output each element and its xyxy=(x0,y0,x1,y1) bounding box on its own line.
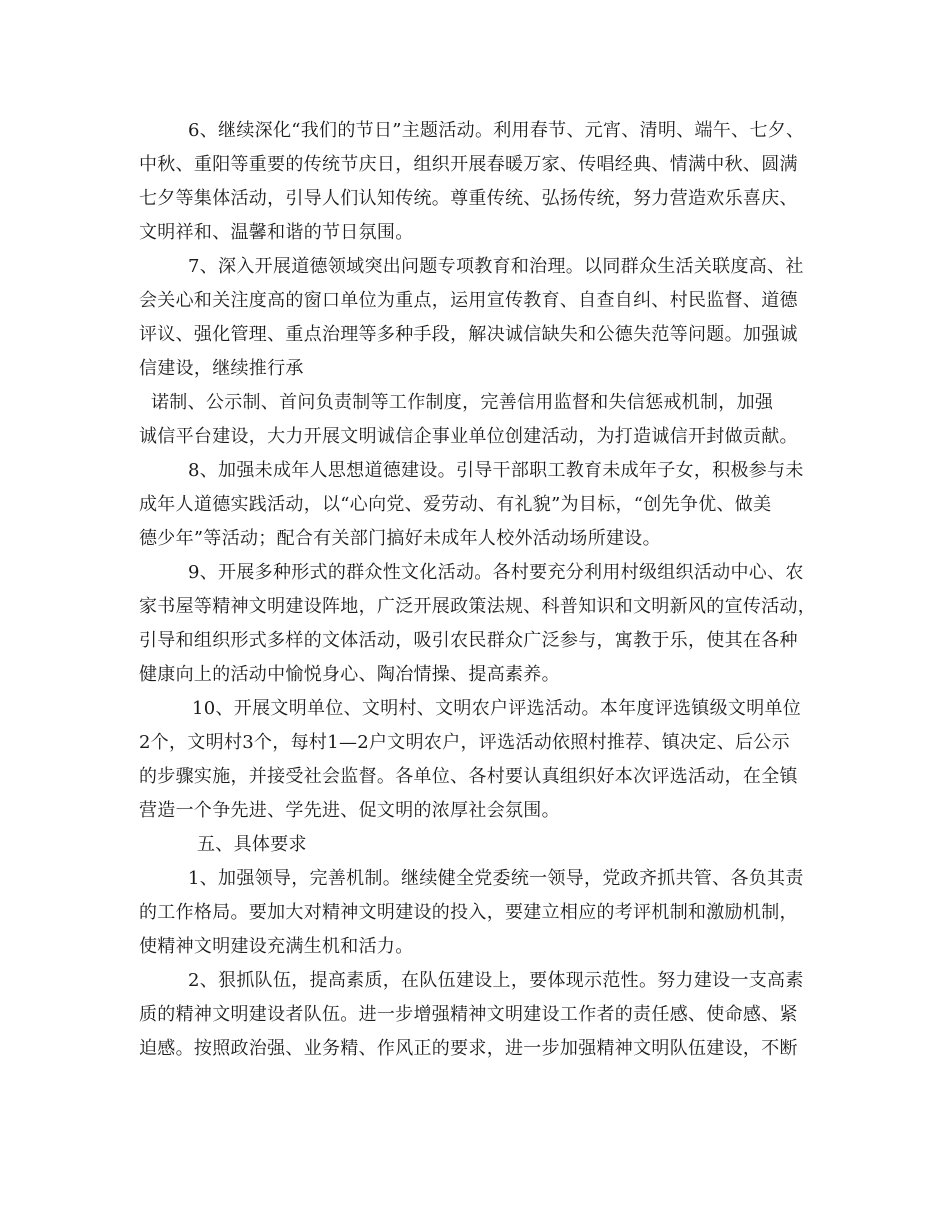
paragraph-line: 1、加强领导，完善机制。继续健全党委统一领导，党政齐抓共管、各负其责 xyxy=(188,868,804,889)
paragraph-line: 健康向上的活动中愉悦身心、陶冶情操、提高素养。 xyxy=(139,664,560,685)
paragraph-line: 2、狠抓队伍，提高素质，在队伍建设上，要体现示范性。努力建设一支高素 xyxy=(188,970,804,991)
paragraph-line: 质的精神文明建设者队伍。进一步增强精神文明建设工作者的责任感、使命感、紧 xyxy=(139,1004,798,1025)
paragraph-line: 中秋、重阳等重要的传统节庆日，组织开展春暖万家、传唱经典、情满中秋、圆满 xyxy=(139,154,798,175)
paragraph-line: 诺制、公示制、首问负责制等工作制度，完善信用监督和失信惩戒机制，加强 xyxy=(151,392,774,413)
paragraph-line: 8、加强未成年人思想道德建设。引导干部职工教育未成年子女，积极参与未 xyxy=(188,460,804,481)
paragraph-line: 家书屋等精神文明建设阵地，广泛开展政策法规、科普知识和文明新风的宣传活动， xyxy=(139,596,817,617)
paragraph-line: 2个，文明村3个，每村1—2户文明农户，评选活动依照村推荐、镇决定、后公示 xyxy=(139,732,790,753)
paragraph-line: 诚信平台建设，大力开展文明诚信企事业单位创建活动，为打造诚信开封做贡献。 xyxy=(139,426,798,447)
paragraph-line: 引导和组织形式多样的文体活动，吸引农民群众广泛参与，寓教于乐，使其在各种 xyxy=(139,630,798,651)
paragraph-line: 会关心和关注度高的窗口单位为重点，运用宣传教育、自查自纠、村民监督、道德 xyxy=(139,290,798,311)
paragraph-line: 评议、强化管理、重点治理等多种手段，解决诚信缺失和公德失范等问题。加强诚 xyxy=(139,324,798,345)
paragraph-line: 七夕等集体活动，引导人们认知传统。尊重传统、弘扬传统，努力营造欢乐喜庆、 xyxy=(139,188,798,209)
section-heading: 五、具体要求 xyxy=(197,834,307,855)
paragraph-line: 10、开展文明单位、文明村、文明农户评选活动。本年度评选镇级文明单位 xyxy=(192,698,802,719)
paragraph-line: 9、开展多种形式的群众性文化活动。各村要充分利用村级组织活动中心、农 xyxy=(188,562,804,583)
paragraph-line: 6、继续深化“我们的节日”主题活动。利用春节、元宵、清明、端午、七夕、 xyxy=(188,120,805,141)
paragraph-line: 成年人道德实践活动，以“心向党、爱劳动、有礼貌”为目标，“创先争优、做美 xyxy=(139,494,772,515)
paragraph-line: 使精神文明建设充满生机和活力。 xyxy=(139,936,414,957)
paragraph-line: 营造一个争先进、学先进、促文明的浓厚社会氛围。 xyxy=(139,800,560,821)
paragraph-line: 信建设，继续推行承 xyxy=(139,358,304,379)
paragraph-line: 7、深入开展道德领域突出问题专项教育和治理。以同群众生活关联度高、社 xyxy=(188,256,804,277)
paragraph-line: 迫感。按照政治强、业务精、作风正的要求，进一步加强精神文明队伍建设，不断 xyxy=(139,1038,798,1059)
paragraph-line: 的工作格局。要加大对精神文明建设的投入，要建立相应的考评机制和激励机制， xyxy=(139,902,798,923)
paragraph-line: 的步骤实施，并接受社会监督。各单位、各村要认真组织好本次评选活动，在全镇 xyxy=(139,766,798,787)
paragraph-line: 文明祥和、温馨和谐的节日氛围。 xyxy=(139,222,414,243)
paragraph-line: 德少年”等活动；配合有关部门搞好未成年人校外活动场所建设。 xyxy=(139,528,661,549)
